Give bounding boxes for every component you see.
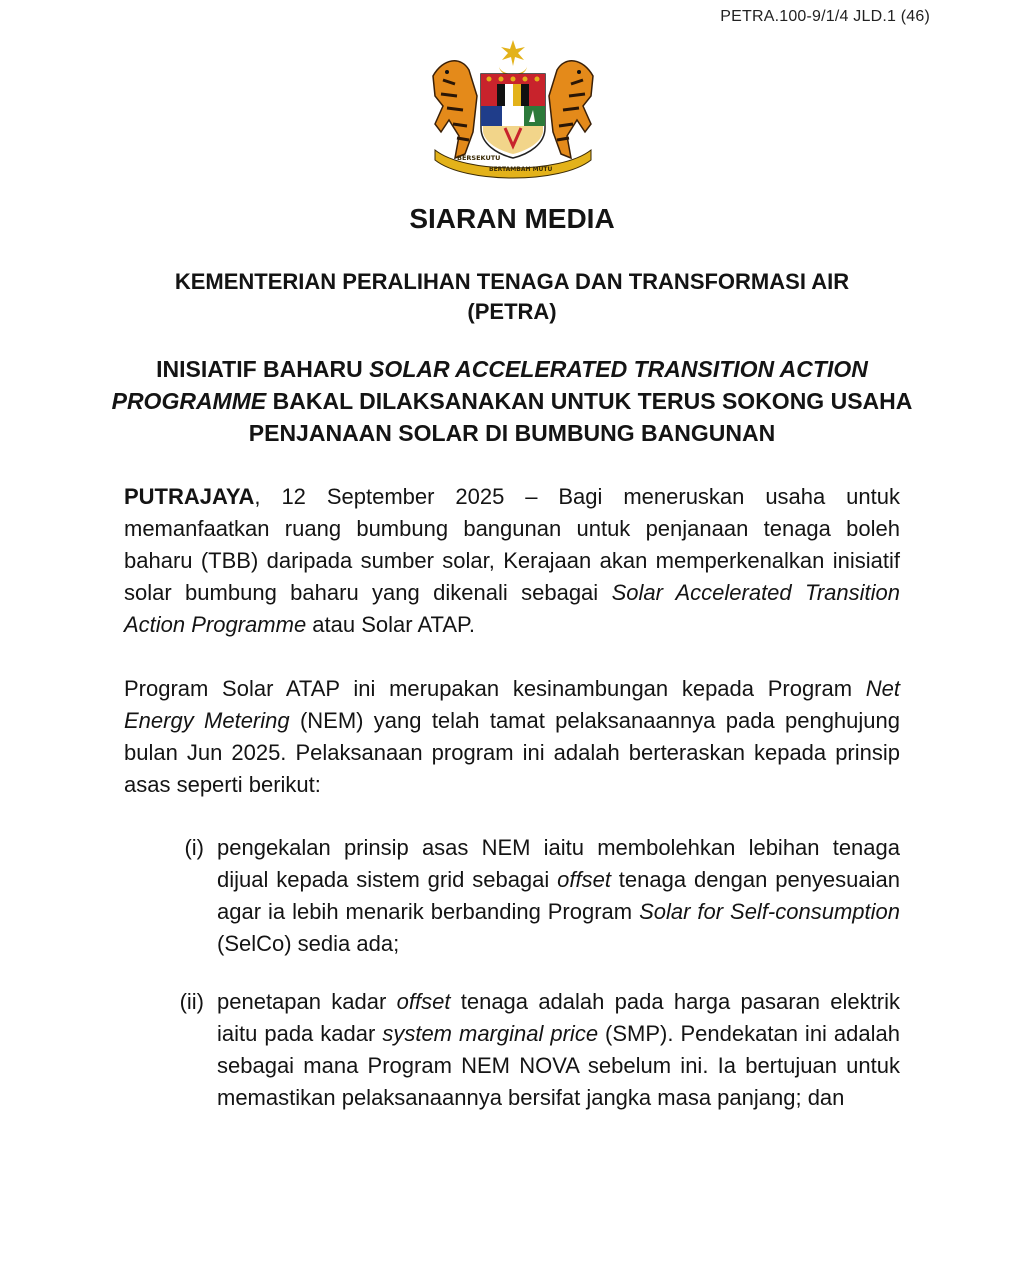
press-headline bbox=[100, 353, 924, 449]
list-item-text-3: (SMP). Pendekatan ini adalah sebagai mana Program NEM NOVA sebelum ini. Ia bertujuan untuk memastikan pelaksanaannya bersifat jangka masa panjang; dan bbox=[217, 1021, 901, 1110]
paragraph-1 bbox=[124, 481, 900, 641]
list-item-italic-1: offset bbox=[557, 867, 611, 892]
document-title: SIARAN MEDIA bbox=[409, 203, 615, 234]
dateline-place: PUTRAJAYA bbox=[124, 484, 255, 509]
paragraph-1-text-1: , 12 September 2025 – Bagi meneruskan usaha untuk memanfaatkan ruang bumbung bangunan untuk penjanaan tenaga boleh baharu (TBB) daripada sumber solar, Kerajaan akan memperkenalkan inisiatif solar bumbung baharu yang dikenali sebagai bbox=[124, 484, 900, 605]
list-item bbox=[124, 986, 900, 1114]
headline-text-1: INISIATIF BAHARU bbox=[156, 356, 370, 382]
crest-motto-right: BERTAMBAH MUTU bbox=[489, 166, 553, 173]
paragraph-2-text-2: (NEM) yang telah tamat pelaksanaannya pada penghujung bulan Jun 2025. Pelaksanaan program ini adalah berteraskan kepada prinsip asas seperti berikut: bbox=[124, 708, 900, 797]
list-item bbox=[124, 832, 900, 960]
ministry-name-line2: (PETRA) bbox=[467, 299, 557, 324]
list-item-number: (ii) bbox=[179, 989, 204, 1014]
paragraph-1-italic-1: Solar Accelerated Transition Action Programme bbox=[124, 580, 900, 637]
crest-tiger-right bbox=[549, 61, 593, 158]
crest-shield bbox=[481, 74, 545, 158]
list-item-text bbox=[217, 832, 900, 960]
paragraph-2-text-1: Program Solar ATAP ini merupakan kesinambungan kepada Program bbox=[124, 676, 866, 701]
list-item-text-1: pengekalan prinsip asas NEM iaitu membolehkan lebihan tenaga dijual kepada sistem grid sebagai bbox=[217, 835, 900, 892]
headline-text-2: BAKAL DILAKSANAKAN UNTUK TERUS SOKONG USAHA PENJANAAN SOLAR DI BUMBUNG BANGUNAN bbox=[248, 388, 913, 446]
list-item-italic-2: Solar for Self-consumption bbox=[639, 899, 900, 924]
paragraph-2-italic-1: Net Energy Metering bbox=[124, 676, 900, 733]
list-item-text-2: tenaga adalah pada harga pasaran elektrik iaitu pada kadar bbox=[217, 989, 900, 1046]
paragraph-2 bbox=[124, 673, 900, 801]
coat-of-arms-emblem bbox=[425, 36, 601, 182]
list-item-number: (i) bbox=[184, 835, 204, 860]
ministry-name-line1: KEMENTERIAN PERALIHAN TENAGA DAN TRANSFORMASI AIR bbox=[174, 269, 850, 294]
list-item-text-2: tenaga dengan penyesuaian agar ia lebih menarik berbanding Program bbox=[217, 867, 900, 924]
crest-tiger-left bbox=[433, 61, 477, 158]
list-item-text bbox=[217, 986, 900, 1114]
reference-number: PETRA.100-9/1/4 JLD.1 (46) bbox=[720, 8, 930, 25]
headline-italic-1: SOLAR ACCELERATED TRANSITION ACTION PROGRAMME bbox=[111, 356, 868, 414]
crest-star bbox=[499, 40, 527, 76]
crest-motto-left: BERSEKUTU bbox=[457, 154, 501, 162]
list-item-text-3: (SelCo) sedia ada; bbox=[217, 931, 400, 956]
paragraph-1-text-2: atau Solar ATAP. bbox=[306, 612, 475, 637]
list-item-italic-1: offset bbox=[396, 989, 451, 1014]
ministry-name bbox=[100, 267, 924, 327]
list-item-italic-2: system marginal price bbox=[382, 1021, 599, 1046]
list-item-text-1: penetapan kadar bbox=[217, 989, 397, 1014]
